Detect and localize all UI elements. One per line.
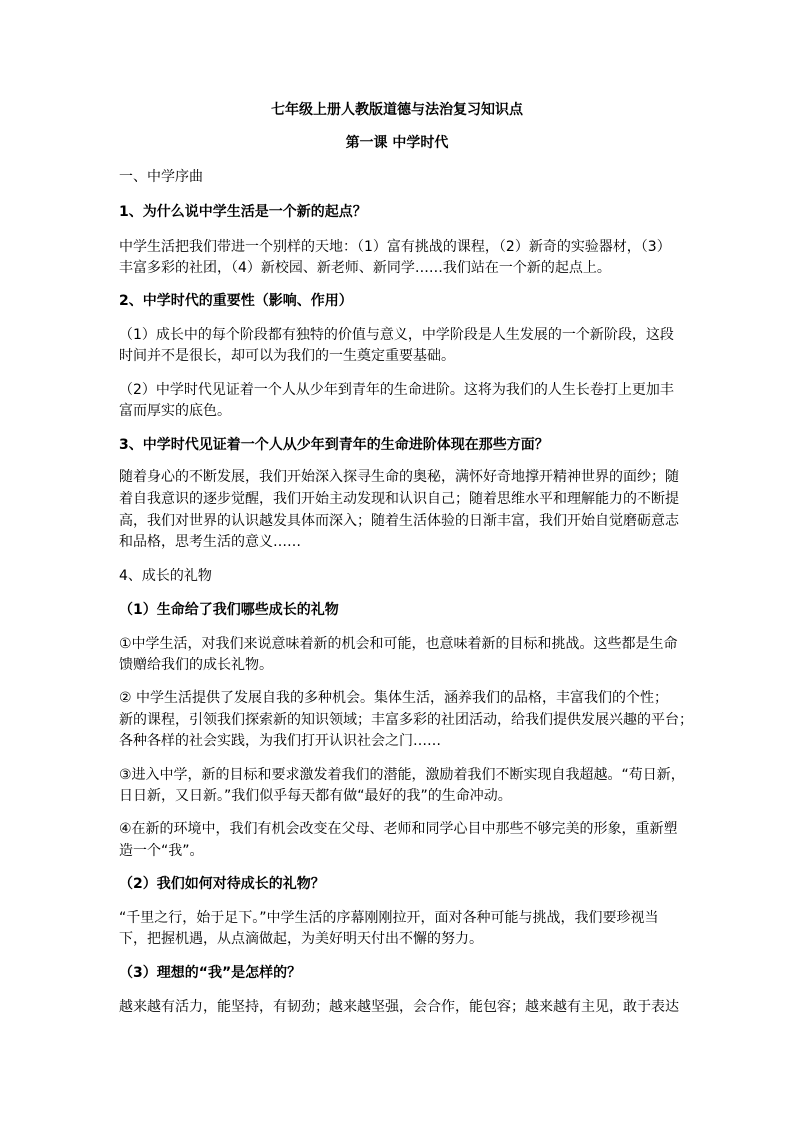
- paragraph-line: 馈赠给我们的成长礼物。: [119, 657, 273, 673]
- paragraph-line: “千里之行，始于足下。”中学生活的序幕刚刚拉开，面对各种可能与挑战，我们要珍视当: [119, 910, 659, 926]
- paragraph-line: 高，我们对世界的认识越发具体而深入；随着生活体验的日渐丰富，我们开始自觉磨砺意志: [119, 513, 679, 529]
- paragraph-line: 日日新，又日新。”我们似乎每天都有做“最好的我”的生命冲动。: [119, 788, 512, 804]
- lesson-title: 第一课 中学时代: [345, 135, 449, 151]
- paragraph-line: ③进入中学，新的目标和要求激发着我们的潜能，激励着我们不断实现自我超越。“苟日新，: [119, 767, 685, 783]
- paragraph-line: （1）成长中的每个阶段都有独特的价值与意义，中学阶段是人生发展的一个新阶段，这段: [119, 327, 674, 343]
- paragraph-line: 各种各样的社会实践，为我们打开认识社会之门……: [119, 733, 441, 749]
- paragraph-line: 着自我意识的逐步觉醒，我们开始主动发现和认识自己；随着思维水平和理解能力的不断提: [119, 491, 679, 507]
- question-heading: 3、中学时代见证着一个人从少年到青年的生命进阶体现在那些方面？: [119, 437, 549, 453]
- paragraph-line: 和品格，思考生活的意义……: [119, 534, 301, 550]
- question-heading: （3）理想的“我”是怎样的？: [119, 965, 302, 981]
- paragraph-line: 新的课程，引领我们探索新的知识领域；丰富多彩的社团活动，给我们提供发展兴趣的平台；: [119, 712, 693, 728]
- paragraph-line: （2）中学时代见证着一个人从少年到青年的生命进阶。这将为我们的人生长卷打上更加丰: [119, 382, 674, 398]
- paragraph-line: 丰富多彩的社团，（4）新校园、新老师、新同学……我们站在一个新的起点上。: [119, 260, 611, 276]
- question-heading: （2）我们如何对待成长的礼物？: [119, 876, 325, 892]
- question-heading: 1、为什么说中学生活是一个新的起点？: [119, 204, 367, 220]
- paragraph-line: 中学生活把我们带进一个别样的天地：（1）富有挑战的课程，（2）新奇的实验器材，（3）: [119, 239, 671, 255]
- paragraph-line: 下，把握机遇，从点滴做起，为美好明天付出不懈的努力。: [119, 931, 483, 947]
- paragraph-line: ①中学生活，对我们来说意味着新的机会和可能，也意味着新的目标和挑战。这些都是生命: [119, 636, 678, 652]
- paragraph-line: 富而厚实的底色。: [119, 403, 231, 419]
- paragraph-line: 时间并不是很长，却可以为我们的一生奠定重要基础。: [119, 348, 455, 364]
- paragraph-line: 造一个“我”。: [119, 843, 204, 859]
- paragraph-line: 越来越有活力，能坚持，有韧劲；越来越坚强，会合作，能包容；越来越有主见，敢于表达: [119, 999, 679, 1015]
- paragraph-line: ④在新的环境中，我们有机会改变在父母、老师和同学心目中那些不够完美的形象，重新塑: [119, 821, 678, 837]
- paragraph-line: 随着身心的不断发展，我们开始深入探寻生命的奥秘，满怀好奇地撑开精神世界的面纱；随: [119, 469, 679, 485]
- document-title: 七年级上册人教版道德与法治复习知识点: [271, 102, 523, 118]
- question-heading: 2、中学时代的重要性（影响、作用）: [119, 293, 353, 309]
- question-heading: （1）生命给了我们哪些成长的礼物: [119, 602, 339, 618]
- section-heading: 4、成长的礼物: [119, 568, 212, 584]
- section-heading: 一、中学序曲: [119, 169, 203, 185]
- paragraph-line: ② 中学生活提供了发展自我的多种机会。集体生活，涵养我们的品格，丰富我们的个性；: [119, 690, 668, 706]
